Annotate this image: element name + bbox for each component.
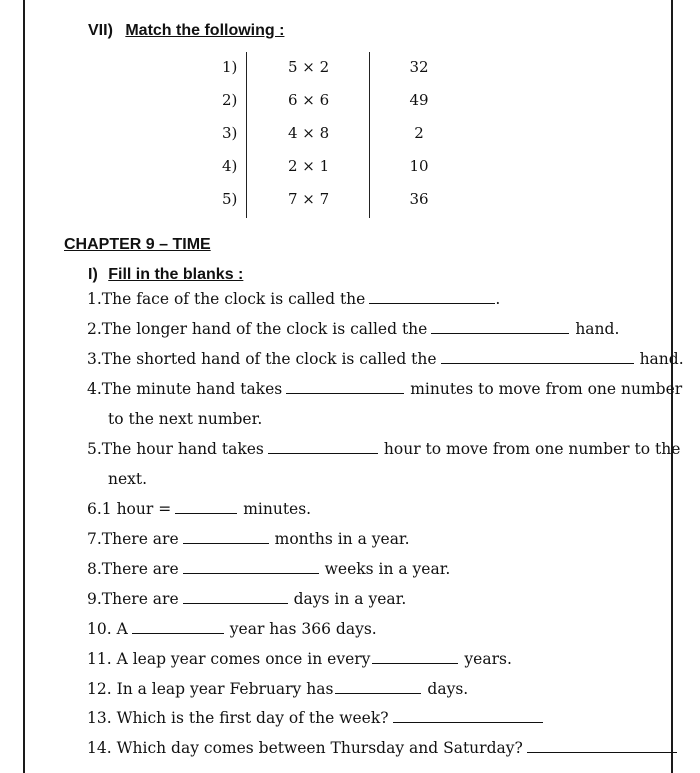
question-4: [87, 379, 682, 399]
question-5: [87, 439, 680, 459]
question-text: 12. In a leap year February has: [87, 680, 334, 698]
question-text: 4.The minute hand takes: [87, 380, 283, 398]
question-text: 13. Which is the first day of the week?: [87, 709, 389, 727]
question-text: days in a year.: [293, 590, 407, 608]
question-text: year has 366 days.: [229, 620, 377, 638]
section-number: VII): [88, 22, 113, 39]
row-answer: 32: [409, 58, 429, 76]
row-number: 3): [222, 124, 238, 142]
answer-blank[interactable]: [335, 679, 421, 694]
section-number: I): [88, 266, 98, 283]
match-row: [0, 190, 700, 222]
question-text: hand.: [575, 320, 620, 338]
row-number: 1): [222, 58, 238, 76]
row-answer: 2: [414, 124, 424, 142]
answer-blank[interactable]: [183, 529, 269, 544]
answer-blank[interactable]: [431, 319, 569, 334]
question-text: weeks in a year.: [324, 560, 451, 578]
question-11: [87, 649, 512, 669]
question-text: years.: [464, 650, 512, 668]
question-text: 1.The face of the clock is called the: [87, 290, 366, 308]
answer-blank[interactable]: [372, 649, 458, 664]
row-number: 2): [222, 91, 238, 109]
match-row: [0, 91, 700, 123]
row-number: 5): [222, 190, 238, 208]
answer-blank[interactable]: [268, 439, 378, 454]
question-text: hand.: [639, 350, 684, 368]
row-answer: 36: [409, 190, 429, 208]
question-text: 5.The hour hand takes: [87, 440, 264, 458]
answer-blank[interactable]: [183, 589, 288, 604]
question-text: 2.The longer hand of the clock is called the: [87, 320, 428, 338]
question-5-continued: [108, 469, 147, 489]
question-text: 9.There are: [87, 590, 179, 608]
question-text: days.: [427, 680, 469, 698]
section-title: Fill in the blanks :: [108, 266, 244, 283]
section-heading: [88, 266, 243, 284]
question-1: [87, 289, 500, 309]
question-text: 14. Which day comes between Thursday and Saturday?: [87, 739, 523, 757]
question-text: months in a year.: [274, 530, 410, 548]
match-row: [0, 157, 700, 189]
question-9: [87, 589, 406, 609]
question-14: [87, 738, 677, 758]
question-12: [87, 679, 468, 699]
chapter-title-text: CHAPTER 9 – TIME: [64, 236, 211, 253]
row-expression: 5 × 2: [288, 58, 330, 76]
question-text: 7.There are: [87, 530, 179, 548]
answer-blank[interactable]: [369, 289, 495, 304]
question-10: [87, 619, 377, 639]
question-3: [87, 349, 684, 369]
question-2: [87, 319, 619, 339]
answer-blank[interactable]: [132, 619, 224, 634]
section-heading: [88, 22, 284, 40]
answer-blank[interactable]: [441, 349, 634, 364]
question-text: next.: [108, 470, 148, 488]
question-13: [87, 708, 543, 728]
row-expression: 4 × 8: [288, 124, 330, 142]
row-answer: 10: [409, 157, 429, 175]
row-expression: 2 × 1: [288, 157, 330, 175]
question-text: 11. A leap year comes once in every: [87, 650, 371, 668]
answer-blank[interactable]: [175, 499, 237, 514]
question-text: 3.The shorted hand of the clock is called the: [87, 350, 437, 368]
question-text: 8.There are: [87, 560, 179, 578]
question-text: to the next number.: [108, 410, 263, 428]
question-text: 10. A: [87, 620, 128, 638]
row-answer: 49: [409, 91, 429, 109]
question-text: minutes to move from one number: [410, 380, 683, 398]
question-text: hour to move from one number to the: [383, 440, 681, 458]
question-4-continued: [108, 409, 262, 429]
answer-blank[interactable]: [527, 738, 677, 753]
answer-blank[interactable]: [286, 379, 404, 394]
chapter-title: [64, 236, 211, 254]
question-text: .: [495, 290, 501, 308]
question-text: minutes.: [243, 500, 312, 518]
answer-blank[interactable]: [393, 708, 543, 723]
row-expression: 6 × 6: [288, 91, 330, 109]
question-text: 6.1 hour =: [87, 500, 172, 518]
match-row: [0, 58, 700, 90]
question-8: [87, 559, 450, 579]
question-7: [87, 529, 410, 549]
match-row: [0, 124, 700, 156]
question-6: [87, 499, 311, 519]
row-expression: 7 × 7: [288, 190, 330, 208]
row-number: 4): [222, 157, 238, 175]
answer-blank[interactable]: [183, 559, 319, 574]
section-title: Match the following :: [125, 22, 285, 39]
